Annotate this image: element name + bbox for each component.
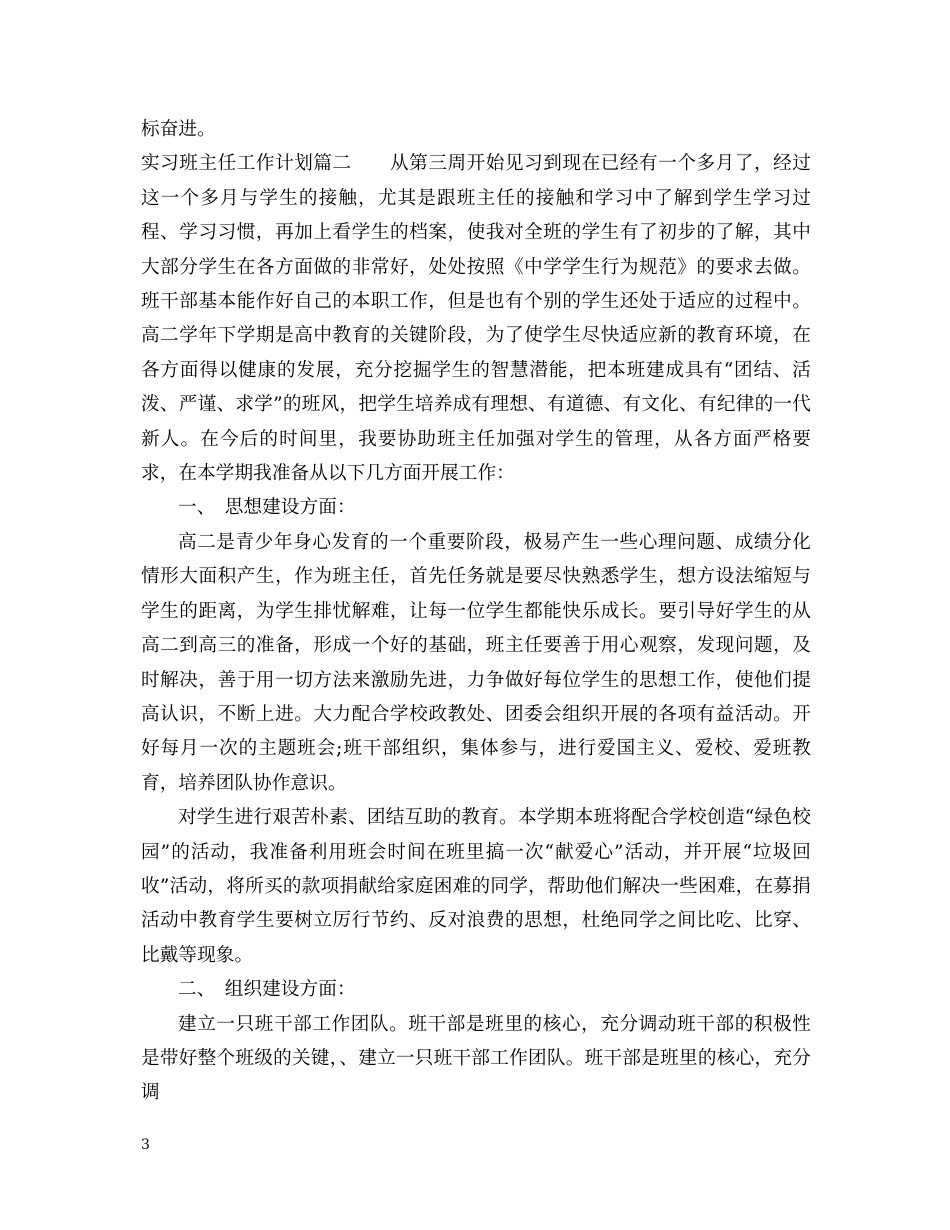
paragraph-intro: 实习班主任工作计划篇二 从第三周开始见习到现在已经有一个多月了，经过这一个多月与学生的接触，尤其是跟班主任的接触和学习中了解到学生学习过程、学习习惯，再加上看学生的档案，使我对全班的学生有了初步的了解，其中大部分学生在各方面做的非常好，处处按照《中学学生行为规范》的要求去做。班干部基本能作好自己的本职工作，但是也有个别的学生还处于适应的过程中。高二学年下学期是高中教育的关键阶段，为了使学生尽快适应新的教育环境，在各方面得以健康的发展，充分挖掘学生的智慧潜能，把本班建成具有“团结、活泼、严谨、求学”的班风，把学生培养成有理想、有道德、有文化、有纪律的一代新人。在今后的时间里，我要协助班主任加强对学生的管理，从各方面严格要求，在本学期我准备从以下几方面开展工作： xyxy=(141,153,811,485)
paragraph-continuation: 标奋进。 xyxy=(141,119,216,140)
paragraph-thought-2: 对学生进行艰苦朴素、团结互助的教育。本学期本班将配合学校创造“绿色校园”的活动，我准备利用班会时间在班里搞一次“献爱心”活动，并开展“垃圾回收”活动，将所买的款项捐献给家庭困难的同学，帮助他们解决一些困难，在募捐活动中教育学生要树立厉行节约、反对浪费的思想，杜绝同学之间比吃、比穿、比戴等现象。 xyxy=(141,807,811,966)
document-body xyxy=(141,113,811,1111)
paragraph-organization-1: 建立一只班干部工作团队。班干部是班里的核心，充分调动班干部的积极性是带好整个班级的关键，、建立一只班干部工作团队。班干部是班里的核心，充分调 xyxy=(141,1013,811,1104)
paragraph-thought-1: 高二是青少年身心发育的一个重要阶段，极易产生一些心理问题、成绩分化情形大面积产生，作为班主任，首先任务就是要尽快熟悉学生，想方设法缩短与学生的距离，为学生排忧解难，让每一位学生都能快乐成长。要引导好学生的从高二到高三的准备，形成一个好的基础，班主任要善于用心观察，发现问题，及时解决，善于用一切方法来激励先进，力争做好每位学生的思想工作，使他们提高认识，不断上进。大力配合学校政教处、团委会组织开展的各项有益活动。开好每月一次的主题班会;班干部组织，集体参与，进行爱国主义、爱校、爱班教育，培养团队协作意识。 xyxy=(141,531,811,794)
section-heading-thought: 一、 思想建设方面： xyxy=(178,497,356,519)
page-number: 3 xyxy=(141,1137,150,1153)
section-heading-organization: 二、 组织建设方面： xyxy=(178,979,356,1001)
